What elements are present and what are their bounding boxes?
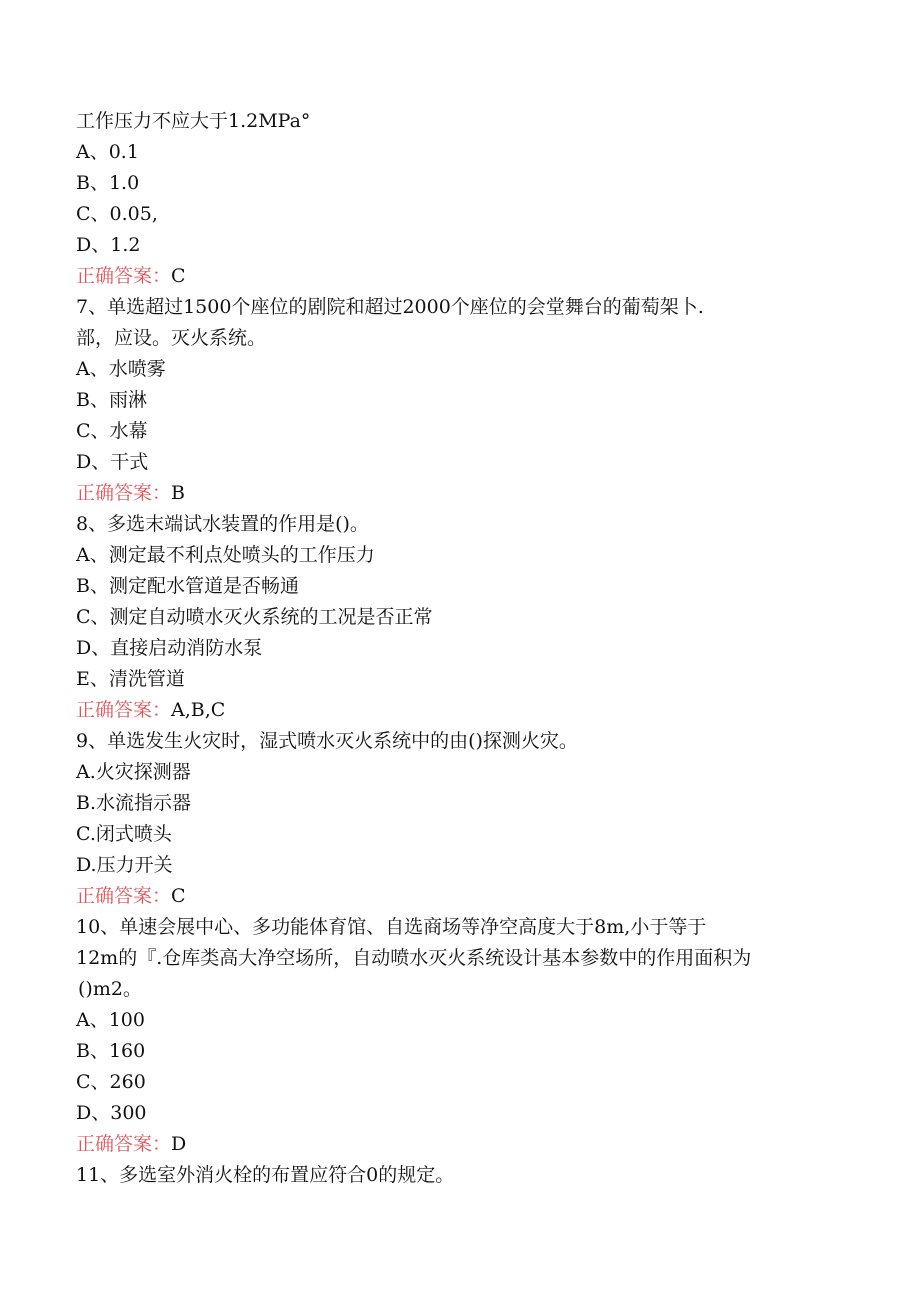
- q9-answer-label: 正确答案：: [76, 885, 172, 907]
- q8-stem-line1: 8、多选末端试水装置的作用是()。: [76, 513, 369, 535]
- q10-stem-line3: ()m2。: [78, 978, 142, 1000]
- q10-option-d: D、300: [76, 1102, 147, 1124]
- q9-option-a: A.火灾探测器: [76, 761, 191, 783]
- q7-stem-line1: 7、单选超过1500个座位的剧院和超过2000个座位的会堂舞台的葡萄架卜.: [76, 296, 704, 318]
- q7-option-c: C、水幕: [76, 420, 148, 442]
- q9-option-d: D.压力开关: [76, 854, 173, 876]
- q10-stem-line1: 10、单速会展中心、多功能体育馆、自选商场等净空高度大于8m,小于等于: [76, 916, 707, 938]
- q10-answer-label: 正确答案：: [76, 1133, 172, 1155]
- q8-answer-label: 正确答案：: [76, 699, 172, 721]
- q10-answer: [76, 1129, 876, 1160]
- q9-answer: [76, 881, 876, 912]
- q8-option-a: A、测定最不利点处喷头的工作压力: [76, 544, 375, 566]
- q6-option-c: C、0.05,: [76, 203, 158, 225]
- q7-answer-value: B: [171, 482, 185, 504]
- document-page: [76, 106, 876, 1191]
- q7-option-a: A、水喷雾: [76, 358, 166, 380]
- q8-option-e: E、清洗管道: [76, 668, 185, 690]
- q6-option-a: A、0.1: [76, 141, 139, 163]
- q7-stem-line2: 部，应设。灭火系统。: [76, 327, 267, 349]
- q7-option-d: D、干式: [76, 451, 149, 473]
- q9-option-b: B.水流指示器: [76, 792, 192, 814]
- q8-option-d: D、直接启动消防水泵: [76, 637, 263, 659]
- q10-stem-line2: 12m的『.仓库类高大净空场所，自动喷水灭火系统设计基本参数中的作用面积为: [76, 947, 752, 969]
- q8-answer-value: A,B,C: [171, 699, 226, 721]
- q6-answer-value: C: [171, 265, 186, 287]
- q6-stem-tail: 工作压力不应大于1.2MPa°: [76, 110, 311, 132]
- q10-option-b: B、160: [76, 1040, 146, 1062]
- q8-option-c: C、测定自动喷水灭火系统的工况是否正常: [76, 606, 433, 628]
- q10-option-c: C、260: [76, 1071, 146, 1093]
- q9-answer-value: C: [171, 885, 186, 907]
- q6-answer-label: 正确答案：: [76, 265, 172, 287]
- q7-answer: [76, 478, 876, 509]
- q9-option-c: C.闭式喷头: [76, 823, 172, 845]
- q6-answer: [76, 261, 876, 292]
- q11-stem-line1: 11、多选室外消火栓的布置应符合0的规定。: [76, 1164, 455, 1186]
- q6-option-d: D、1.2: [76, 234, 141, 256]
- q6-option-b: B、1.0: [76, 172, 140, 194]
- q10-answer-value: D: [171, 1133, 187, 1155]
- q7-option-b: B、雨淋: [76, 389, 147, 411]
- q9-stem-line1: 9、单选发生火灾时，湿式喷水灭火系统中的由()探测火灾。: [76, 730, 578, 752]
- q8-answer: [76, 695, 876, 726]
- q10-option-a: A、100: [76, 1009, 145, 1031]
- q7-answer-label: 正确答案：: [76, 482, 172, 504]
- q8-option-b: B、测定配水管道是否畅通: [76, 575, 299, 597]
